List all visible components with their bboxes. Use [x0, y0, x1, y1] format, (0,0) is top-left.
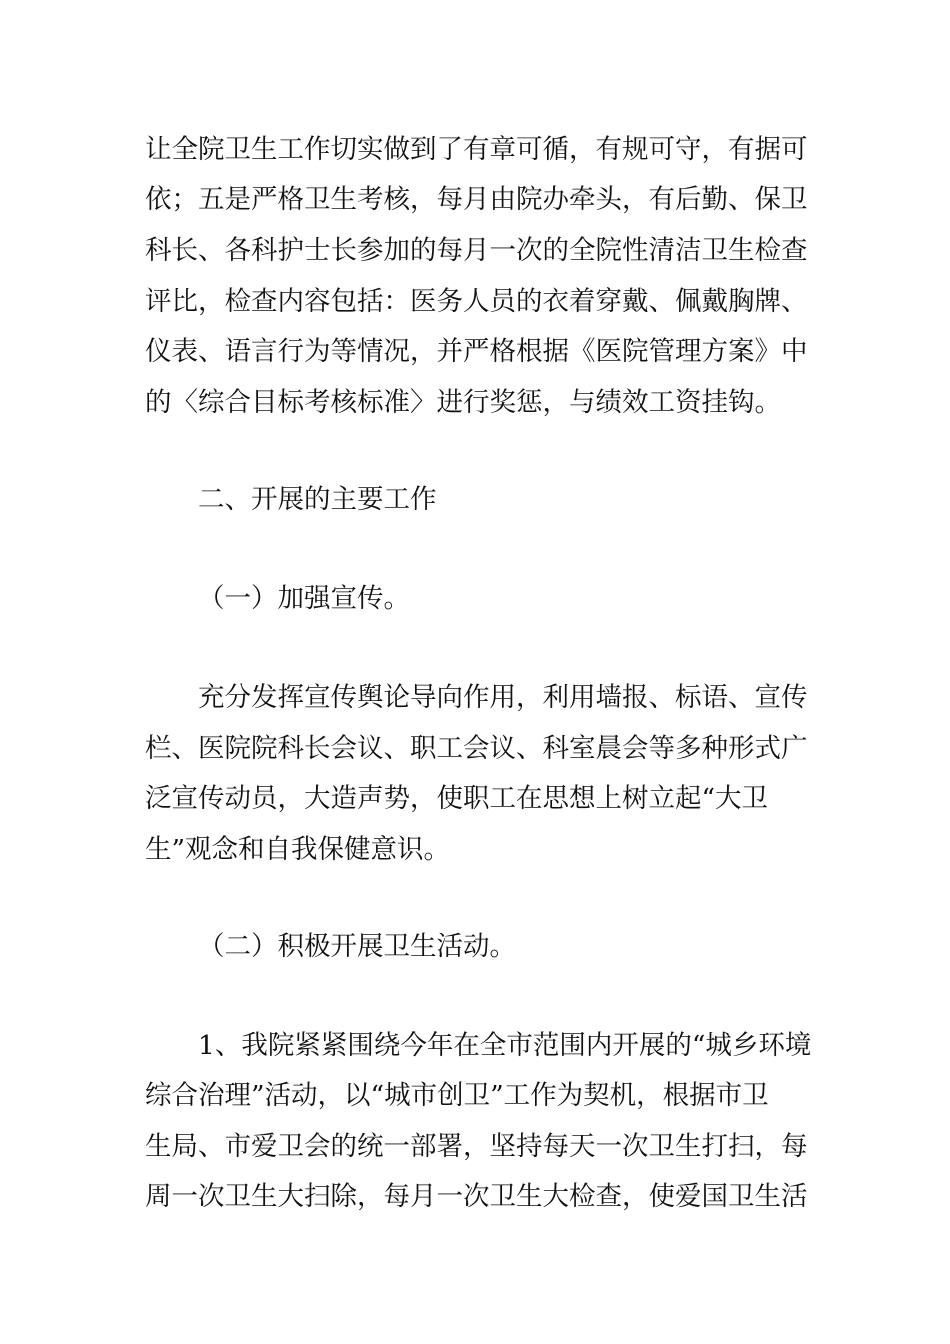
paragraph-line: 评比，检查内容包括：医务人员的衣着穿戴、佩戴胸牌、: [145, 286, 808, 317]
paragraph-line: 的〈综合目标考核标准〉进行奖惩，与绩效工资挂钩。: [145, 387, 781, 418]
subheading: （二）积极开展卫生活动。: [198, 931, 516, 962]
paragraph-line: 让全院卫生工作切实做到了有章可循，有规可守，有据可: [145, 134, 808, 165]
section-heading: 二、开展的主要工作: [198, 484, 437, 515]
paragraph-line: 1、我院紧紧围绕今年在全市范围内开展的“城乡环境: [198, 1030, 812, 1061]
subheading: （一）加强宣传。: [198, 583, 410, 614]
paragraph-line: 充分发挥宣传舆论导向作用，利用墙报、标语、宣传: [198, 682, 808, 713]
paragraph-line: 生”观念和自我保健意识。: [145, 834, 451, 865]
paragraph-line: 生局、市爱卫会的统一部署，坚持每天一次卫生打扫，每: [145, 1131, 808, 1162]
paragraph-line: 综合治理”活动，以“城市创卫”工作为契机，根据市卫: [145, 1080, 769, 1111]
paragraph-line: 泛宣传动员，大造声势，使职工在思想上树立起“大卫: [145, 783, 769, 814]
paragraph-line: 周一次卫生大扫除，每月一次卫生大检查，使爱国卫生活: [145, 1181, 808, 1212]
paragraph-line: 依；五是严格卫生考核，每月由院办牵头，有后勤、保卫: [145, 184, 808, 215]
paragraph-line: 仪表、语言行为等情况，并严格根据《医院管理方案》中: [145, 336, 808, 367]
paragraph-line: 栏、医院院科长会议、职工会议、科室晨会等多种形式广: [145, 733, 808, 764]
paragraph-line: 科长、各科护士长参加的每月一次的全院性清洁卫生检查: [145, 235, 808, 266]
